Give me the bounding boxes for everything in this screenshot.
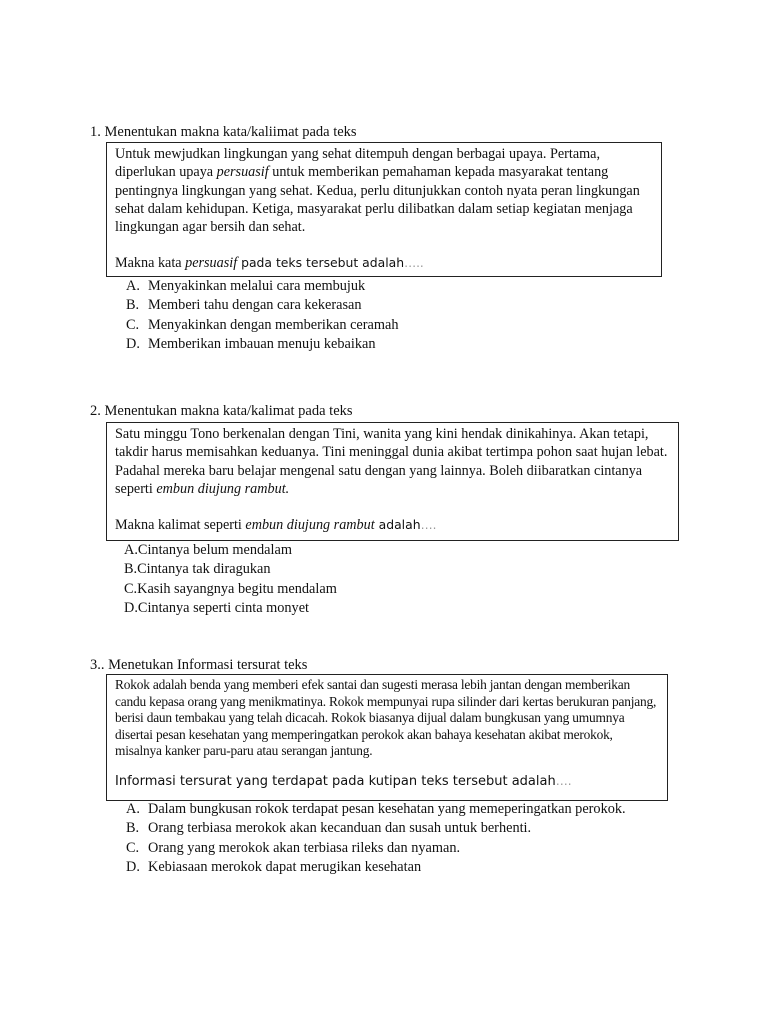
prompt-text: Makna kalimat seperti xyxy=(115,517,246,534)
option-d[interactable]: D.Cintanya seperti cinta monyet xyxy=(124,599,310,616)
question-3-heading: 3.. Menetukan Informasi tersurat teks xyxy=(90,657,308,673)
question-3-passage xyxy=(115,677,659,760)
question-1-prompt xyxy=(115,254,653,272)
passage-text: Rokok adalah benda yang memberi efek santai dan sugesti merasa lebih jantan dengan memberikan candu kepasa orang yang menikmatinya. Rokok mempunyai rupa silinder dari kertas berukuran panjang, berisi daun tembakau yang telah dicacah. Rokok biasanya dijual dalam bungkusan yang umumnya disertai pesan kesehatan yang memperingatkan perokok akan bahaya kesehatan akibat merokok, misalnya kanker paru-paru atau serangan jantung. xyxy=(115,677,657,759)
question-2-heading: 2. Menentukan makna kata/kalimat pada teks xyxy=(90,403,353,419)
option-a[interactable]: A. Dalam bungkusan rokok terdapat pesan kesehatan yang memeperingatkan perokok. xyxy=(126,801,626,817)
option-a[interactable]: A.Cintanya belum mendalam xyxy=(124,542,292,558)
prompt-text: Makna kata xyxy=(115,255,186,272)
passage-text: untuk memberikan pemahaman kepada masyarakat tentang pentingnya lingkungan yang sehat. Kedua, perlu ditunjukkan contoh nyata peran lingkungan sehat dalam kehidupan. Ketiga, masyarakat perlu dilibatkan dalam setiap kegiatan menjaga lingkungan agar bersih dan sehat. xyxy=(115,164,640,236)
passage-italic-term: persuasif xyxy=(216,164,269,181)
prompt-italic-term: embun diujung rambut xyxy=(245,517,375,534)
passage-text: Untuk mewjudkan lingkungan yang sehat ditempuh dengan berbagai upaya. Pertama, diperlukan upaya xyxy=(115,146,601,181)
prompt-dots: ….. xyxy=(404,256,424,271)
prompt-text: adalah xyxy=(374,517,421,533)
passage-italic-term: embun diujung rambut. xyxy=(156,480,290,497)
question-3-prompt xyxy=(115,772,659,791)
prompt-dots: …. xyxy=(420,518,437,533)
question-2-prompt xyxy=(115,516,670,534)
option-b[interactable]: B. Orang terbiasa merokok akan kecanduan dan susah untuk berhenti. xyxy=(126,820,532,837)
option-c[interactable]: C. Orang yang merokok akan terbiasa rileks dan nyaman. xyxy=(126,839,461,856)
option-d[interactable]: D. Kebiasaan merokok dapat merugikan kesehatan xyxy=(126,858,422,875)
prompt-dots: …. xyxy=(555,773,572,788)
prompt-text: pada teks tersebut adalah xyxy=(237,255,405,271)
question-2-passage xyxy=(115,425,670,498)
question-3-passage-box xyxy=(106,674,668,801)
option-c[interactable]: C.Kasih sayangnya begitu mendalam xyxy=(124,580,337,597)
question-1-heading: 1. Menentukan makna kata/kaliimat pada teks xyxy=(90,124,357,140)
question-2-passage-box xyxy=(106,422,679,541)
prompt-italic-term: persuasif xyxy=(185,255,238,272)
option-c[interactable]: C. Menyakinkan dengan memberikan ceramah xyxy=(126,316,399,333)
question-2-options xyxy=(124,541,337,618)
prompt-text: Informasi tersurat yang terdapat pada kutipan teks tersebut adalah xyxy=(115,773,556,789)
question-1-passage xyxy=(115,145,653,236)
question-3-options xyxy=(126,800,626,877)
question-1-options xyxy=(126,277,399,354)
option-a[interactable]: A. Menyakinkan melalui cara membujuk xyxy=(126,278,366,294)
option-b[interactable]: B.Cintanya tak diragukan xyxy=(124,561,271,578)
option-b[interactable]: B. Memberi tahu dengan cara kekerasan xyxy=(126,297,362,314)
option-d[interactable]: D. Memberikan imbauan menuju kebaikan xyxy=(126,335,376,352)
question-1-passage-box xyxy=(106,142,662,277)
passage-text: Satu minggu Tono berkenalan dengan Tini, wanita yang kini hendak dinikahinya. Akan tetapi, takdir harus memisahkan keduanya. Tini meninggal dunia akibat tertimpa pohon saat hujan lebat. Padahal mereka baru belajar mengenal satu dengan yang lainnya. Boleh diibaratkan cintanya seperti xyxy=(115,426,668,497)
